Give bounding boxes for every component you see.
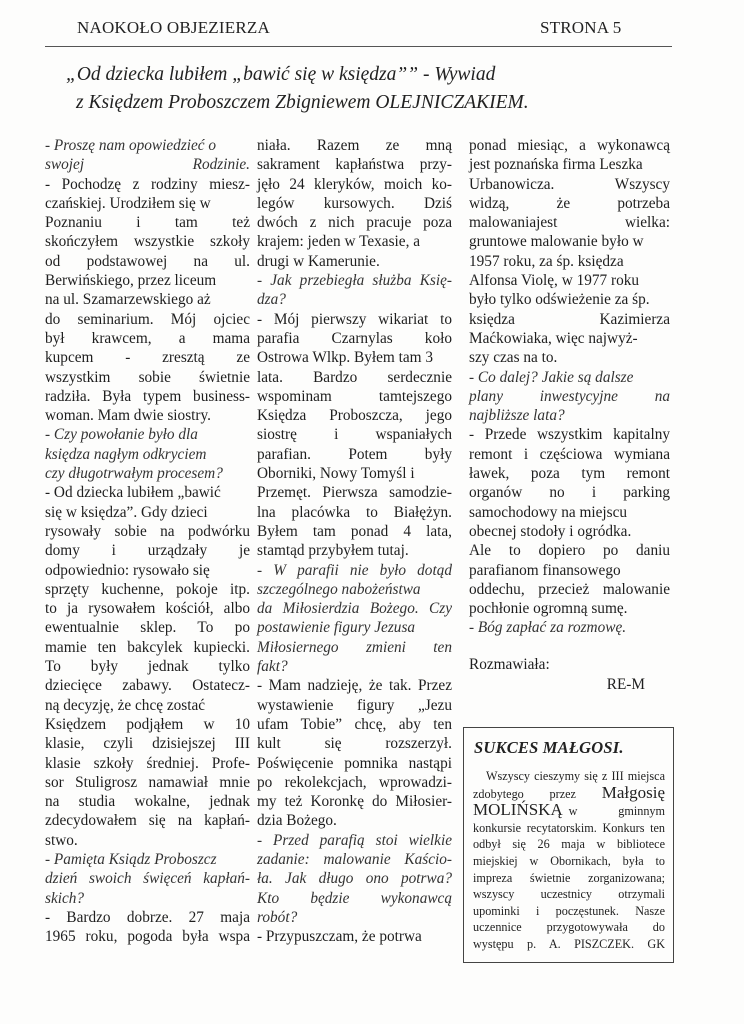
interview-answer-line: jęło 24 kleryków, moich ko- [257, 175, 452, 193]
interview-answer-line: ewentualnie sklep. To po [45, 619, 250, 637]
interview-answer-line: malowaniajest wielka: [469, 214, 670, 232]
interview-question-line: zadanie: malowanie Kaścio- [257, 850, 452, 868]
sidebar-box-line: MOLIŃSKĄ w gminnym [473, 800, 665, 820]
interview-question-line: robót? [257, 908, 298, 926]
interview-answer-line: to ja rysowałem kościół, albo [45, 600, 250, 618]
interview-question-line: ła. Jak długo ono potrwa? [257, 870, 452, 888]
article-title-line-1: „Od dziecka lubiłem „bawić się w księdza”” - Wywiad [66, 64, 496, 85]
interview-answer-line: parafia Czarnylas koło [257, 329, 452, 347]
interviewer-label: Rozmawiała: [469, 655, 550, 673]
sidebar-box-line: impreza świetnie zorganizowana; [473, 870, 665, 885]
sidebar-box-sukces-malgosi [463, 727, 674, 963]
sidebar-box-line: odbył się 26 maja w bibliotece [473, 837, 665, 852]
highlighted-name: Małgosię [601, 782, 665, 802]
page-number: STRONA 5 [540, 18, 622, 37]
interview-answer-line: Przemęt. Pierwsza samodzie- [257, 484, 452, 502]
interview-answer-line: - Przede wszystkim kapitalny [469, 426, 670, 444]
interview-answer-line: ławek, poza tym remont [469, 465, 670, 483]
sidebar-box-line: zdobytego przez Małgosię [473, 782, 665, 802]
interview-answer-line: Księdzem podjąłem w 10 [45, 715, 250, 733]
interview-answer-line: gruntowe malowanie było w [469, 233, 644, 251]
sidebar-box-body [473, 768, 665, 953]
interview-answer-line: księdza Kazimierza [469, 310, 670, 328]
interview-answer-line: na studia wokalne, jednak [45, 793, 250, 811]
sidebar-box-line: uczennice przygotowywała do [473, 920, 665, 935]
interview-answer-line: widzą, że potrzeba [469, 194, 670, 212]
interview-answer-line: Byłem tam ponad 4 lata, [257, 522, 452, 540]
interview-answer-line: To były jednak tylko [45, 658, 250, 676]
interview-answer-line: jest poznańska firma Leszka [469, 156, 643, 174]
article-column-1 [45, 136, 250, 946]
interview-answer-line: sprzęty kuchenne, pokoje itp. [45, 580, 250, 598]
interview-answer-line: remont i częściowa wymiana [469, 445, 670, 463]
interview-answer-line: od podstawowej na ul. [45, 252, 250, 270]
interview-question-line: - Jak przebiegła służba Księ- [257, 272, 452, 290]
interview-answer-line: parafianom finansowego [469, 561, 621, 579]
interviewer-signature: RE-M [606, 676, 645, 694]
interview-question-line: skich? [45, 889, 85, 907]
interview-answer-line: skończyłem wszystkie szkoły [45, 233, 250, 251]
article-title-line-2: z Księdzem Proboszczem Zbigniewem OLEJNICZAKIEM. [76, 92, 529, 113]
interview-question-line: Miłosiernego zmieni ten [257, 638, 452, 656]
interview-answer-line: lna placówka to Białężyn. [257, 503, 452, 521]
interview-question-line: da Miłosierdzia Bożego. Czy [257, 600, 452, 618]
interview-answer-line: Oborniki, Nowy Tomyśl i [257, 465, 415, 483]
interview-question-line: czy długotrwałym procesem? [45, 465, 223, 483]
interview-answer-line: legów kursowych. Dziś [257, 194, 452, 212]
interview-answer-line: mamie ten bakcylek kupiecki. [45, 638, 250, 656]
interview-answer-line: - Przypuszczam, że potrwa [257, 928, 422, 946]
interview-answer-line: sakrament kapłaństwa przy- [257, 156, 452, 174]
interview-question-line: fakt? [257, 658, 288, 676]
interview-answer-line: stwo. [45, 831, 78, 849]
interview-question-line: - Bóg zapłać za rozmowę. [469, 619, 627, 637]
interview-question-line: swojej Rodzinie. [45, 156, 250, 174]
interview-answer-line: czańskiej. Urodziłem się w [45, 194, 211, 212]
interview-answer-line: klasie, czyli dzisiejszej III [45, 735, 250, 753]
sidebar-box-line: upominki i poczęstunek. Nasze [473, 903, 665, 918]
interview-question-line: plany inwestycyjne na [469, 387, 670, 405]
sidebar-box-line: występu p. A. PISZCZEK. GK [473, 936, 665, 951]
interview-answer-line: - Od dziecka lubiłem „bawić [45, 484, 221, 502]
interview-answer-line: domy i urządzały je [45, 542, 250, 560]
interview-answer-line: Poznaniu i tam też [45, 214, 250, 232]
article-column-2 [257, 136, 452, 946]
interview-question-line: - Proszę nam opowiedzieć o [45, 137, 217, 154]
interview-answer-line: wystawienie figury „Jezu [257, 696, 452, 714]
interview-answer-line: dwóch z nich pracuje poza [257, 214, 452, 232]
highlighted-name: MOLIŃSKĄ [473, 800, 563, 820]
interview-answer-line: Ale to dopiero po daniu [469, 542, 670, 560]
sidebar-box-line: miejskiej w Obornikach, była to [473, 853, 665, 868]
interview-answer-line: 1957 roku, za śp. księdza [469, 252, 624, 270]
interview-answer-line: - Mam nadzieję, że tak. Przez [257, 677, 452, 695]
interview-question-line: postawienie figury Jezusa [257, 619, 416, 637]
interview-answer-line: my też Koronkę do Miłosier- [257, 793, 452, 811]
interview-question-line: - Co dalej? Jakie są dalsze [469, 368, 634, 386]
publication-name: NAOKOŁO OBJEZIERZA [77, 18, 270, 37]
sidebar-box-title: SUKCES MAŁGOSI. [474, 738, 624, 757]
header-rule [45, 46, 672, 47]
interview-answer-line: szy czas na to. [469, 349, 558, 367]
interview-answer-line: 1965 roku, pogoda była wspa [45, 928, 250, 946]
interview-question-line: - Przed parafią stoi wielkie [257, 831, 452, 849]
interview-question-line: dza? [257, 291, 286, 309]
interview-answer-line: sor Stuligrosz namawiał mnie [45, 773, 250, 791]
sidebar-box-line: konkursie recytatorskim. Konkurs ten [473, 820, 665, 835]
interview-answer-line: organów no i parking [469, 484, 670, 502]
interview-answer-line: zdecydowałem się na kapłań- [45, 812, 250, 830]
interview-answer-line: po rekolekcjach, wprowadzi- [257, 773, 452, 791]
interview-answer-line: krajem: jeden w Texasie, a [257, 233, 421, 251]
interview-answer-line: dziecięce zabawy. Ostatecz- [45, 677, 250, 695]
sidebar-box-line: Wszyscy cieszymy się z III miejsca [486, 769, 665, 783]
interview-question-line: - Pamięta Ksiądz Proboszcz [45, 850, 217, 868]
interview-answer-line: stamtąd przybyłem tutaj. [257, 542, 409, 560]
article-column-3 [469, 136, 670, 694]
interview-answer-line: ną decyzję, że chcę zostać [45, 696, 206, 714]
interview-answer-line: siostrę i wspaniałych [257, 426, 452, 444]
interview-answer-line: ufam Tobie” chcę, aby ten [257, 715, 452, 733]
interview-question-line: - W parafii nie było dotąd [257, 561, 452, 579]
interview-answer-line: Maćkowiaka, więc najwyż- [469, 329, 638, 347]
interview-answer-line: lata. Bardzo serdecznie [257, 368, 452, 386]
interview-answer-line: na ul. Szamarzewskiego aż [45, 291, 211, 309]
sidebar-box-line: wszyscy uczestnicy otrzymali [473, 887, 665, 902]
interview-answer-line: klasie szkoły średniej. Profe- [45, 754, 250, 772]
interview-question-line: Kto będzie wykonawcą [257, 889, 452, 907]
interview-answer-line: radziła. Była typem business- [45, 387, 250, 405]
interview-answer-line: samochodowy na miejscu [469, 503, 628, 521]
interview-answer-line: - Mój pierwszy wikariat to [257, 310, 452, 328]
interview-answer-line: odpowiednio: rysowało się [45, 561, 210, 579]
interview-answer-line: Księdza Proboszcza, jego [257, 407, 452, 425]
interview-answer-line: woman. Mam dwie siostry. [45, 407, 211, 425]
interview-answer-line: parafian. Potem były [257, 445, 452, 463]
interview-answer-line: wszystkim sobie świetnie [45, 368, 250, 386]
interview-question-line: dzień swoich święceń kapłań- [45, 870, 250, 888]
interview-question-line: szczególnego nabożeństwa [257, 580, 421, 598]
interview-answer-line: Berwińskiego, przez liceum [45, 272, 217, 290]
interview-answer-line: do seminarium. Mój ojciec [45, 310, 250, 328]
interview-answer-line: - Bardzo dobrze. 27 maja [45, 908, 250, 926]
interview-question-line: - Czy powołanie było dla [45, 426, 198, 444]
interview-answer-line: wspominam tamtejszego [257, 387, 452, 405]
interview-answer-line: Ostrowa Wlkp. Byłem tam 3 [257, 349, 434, 367]
interview-answer-line: Urbanowicza. Wszyscy [469, 175, 670, 193]
interview-answer-line: oddechu, przecież malowanie [469, 580, 670, 598]
interview-answer-line: pochłonie ogromną sumę. [469, 600, 628, 618]
interview-answer-line: się w księdza”. Gdy dzieci [45, 503, 208, 521]
interview-question-line: księdza nagłym odkryciem [45, 445, 207, 463]
interview-answer-line: było tylko odświeżenie za śp. [469, 291, 650, 309]
interview-answer-line: - Pochodzę z rodziny miesz- [45, 175, 250, 193]
interview-answer-line: dzia Bożego. [257, 812, 337, 830]
interview-answer-line: kupcem - zresztą ze [45, 349, 250, 367]
interview-answer-line: był krawcem, a mama [45, 329, 250, 347]
interview-answer-line: obecnej stodoły i ogródka. [469, 522, 632, 540]
interview-answer-line: ponad miesiąc, a wykonawcą [469, 137, 670, 154]
interview-answer-line: rysowały sobie na podwórku [45, 522, 250, 540]
interview-answer-line: drugi w Kamerunie. [257, 252, 380, 270]
interview-answer-line: Alfonsa Violę, w 1977 roku [469, 272, 640, 290]
interview-question-line: najbliższe lata? [469, 407, 565, 425]
interview-answer-line: Poświęcenie pomnika nastąpi [257, 754, 452, 772]
interview-answer-line: kult się rozszerzył. [257, 735, 452, 753]
interview-answer-line: niała. Razem ze mną [257, 137, 452, 154]
